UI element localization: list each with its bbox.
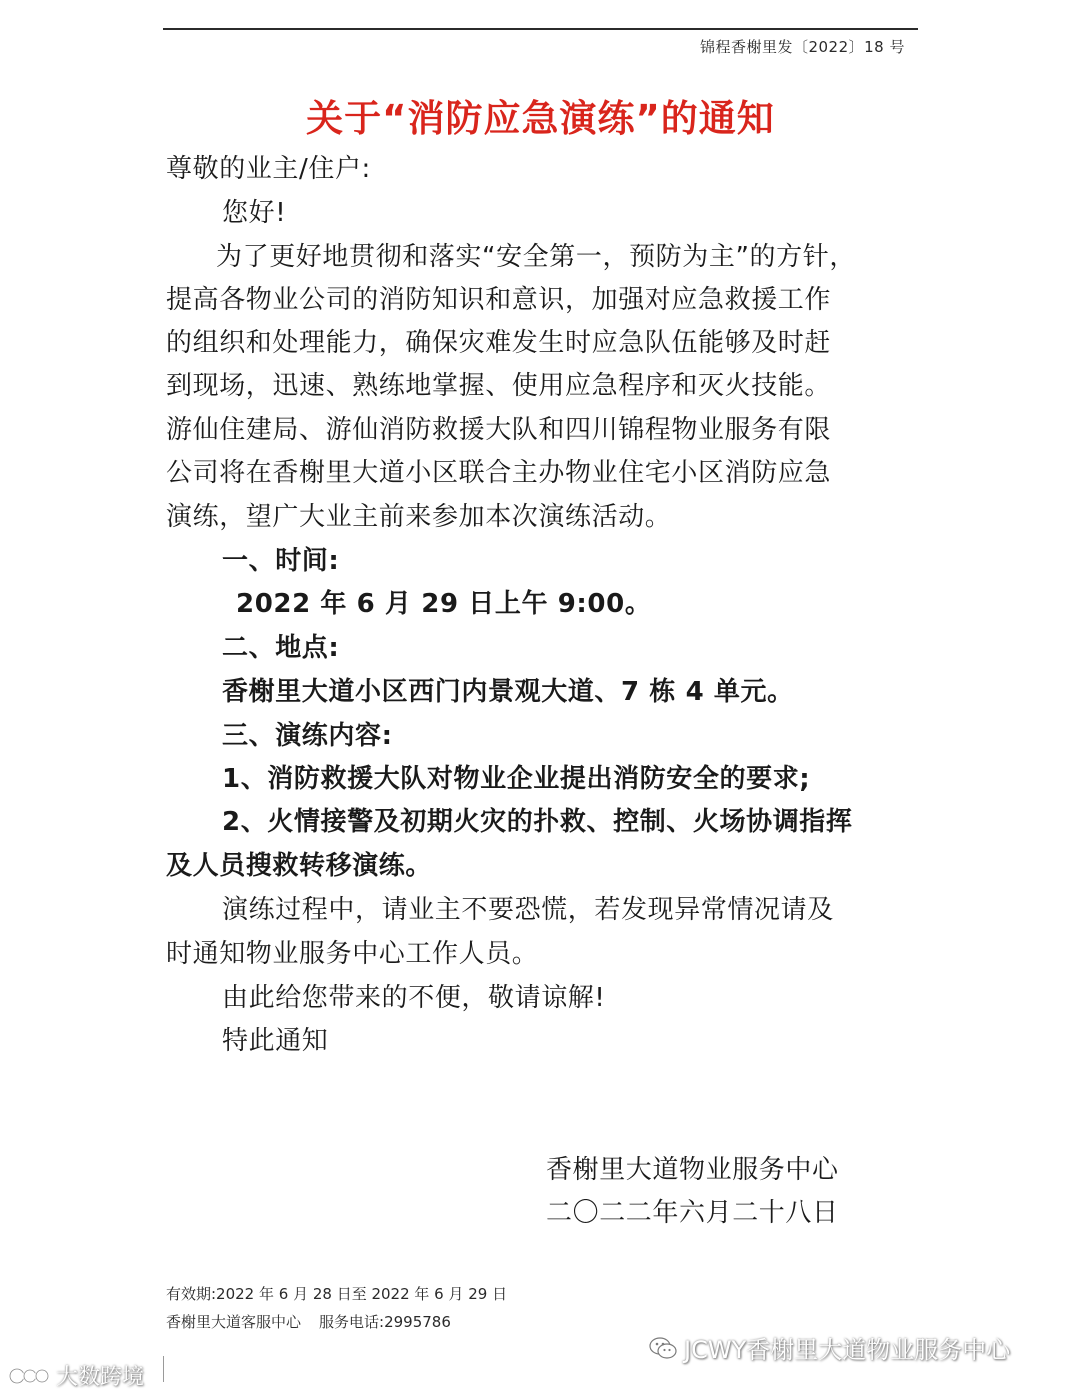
validity-period: 有效期:2022 年 6 月 28 日至 2022 年 6 月 29 日 [166,1285,508,1303]
service-phone: 服务电话:2995786 [319,1313,451,1331]
crop-mark [163,1356,164,1382]
paragraph-line: 的组织和处理能力，确保灾难发生时应急队伍能够及时赶 [166,328,832,358]
brand-watermark [8,1360,144,1391]
content-heading: 三、演练内容: [222,721,393,751]
contact-line [166,1311,451,1332]
notice-title: 关于“消防应急演练”的通知 [306,97,775,140]
content-item-2: 2、火情接警及初期火灾的扑救、控制、火场协调指挥 [222,807,853,837]
wechat-icon [648,1335,678,1361]
wechat-watermark [648,1330,1010,1365]
brand-watermark-text: 大数跨境 [56,1365,145,1390]
header-rule [163,28,918,30]
place-heading: 二、地点: [222,633,340,663]
service-center-name: 香榭里大道客服中心 [166,1313,302,1331]
logo-icon [8,1364,50,1388]
content-item-2-continued: 及人员搜救转移演练。 [166,851,433,881]
notice-line: 特此通知 [222,1026,329,1056]
paragraph-line: 公司将在香榭里大道小区联合主办物业住宅小区消防应急 [166,458,832,488]
content-item-1: 1、消防救援大队对物业企业提出消防安全的要求; [222,764,811,794]
signature-organization: 香榭里大道物业服务中心 [546,1155,839,1185]
paragraph-line: 提高各物业公司的消防知识和意识，加强对应急救援工作 [166,285,832,315]
apology-line: 由此给您带来的不便，敬请谅解! [222,983,606,1013]
time-value: 2022 年 6 月 29 日上午 9:00。 [236,589,652,619]
time-heading: 一、时间: [222,546,340,576]
greeting: 您好! [222,198,287,228]
place-value: 香榭里大道小区西门内景观大道、7 栋 4 单元。 [222,677,794,707]
paragraph-line: 为了更好地贯彻和落实“安全第一，预防为主”的方针， [216,242,856,272]
paragraph-line: 游仙住建局、游仙消防救援大队和四川锦程物业服务有限 [166,415,832,445]
paragraph-line: 演练，望广大业主前来参加本次演练活动。 [166,502,672,532]
closing-line: 演练过程中，请业主不要恐慌，若发现异常情况请及 [222,895,834,925]
closing-line: 时通知物业服务中心工作人员。 [166,939,539,969]
wechat-account-name: JCWY香榭里大道物业服务中心 [684,1336,1011,1364]
document-number: 锦程香榭里发〔2022〕18 号 [699,38,905,56]
paragraph-line: 到现场，迅速、熟练地掌握、使用应急程序和灭火技能。 [166,371,832,401]
salutation: 尊敬的业主/住户: [166,154,371,184]
signature-date: 二〇二二年六月二十八日 [546,1198,839,1228]
